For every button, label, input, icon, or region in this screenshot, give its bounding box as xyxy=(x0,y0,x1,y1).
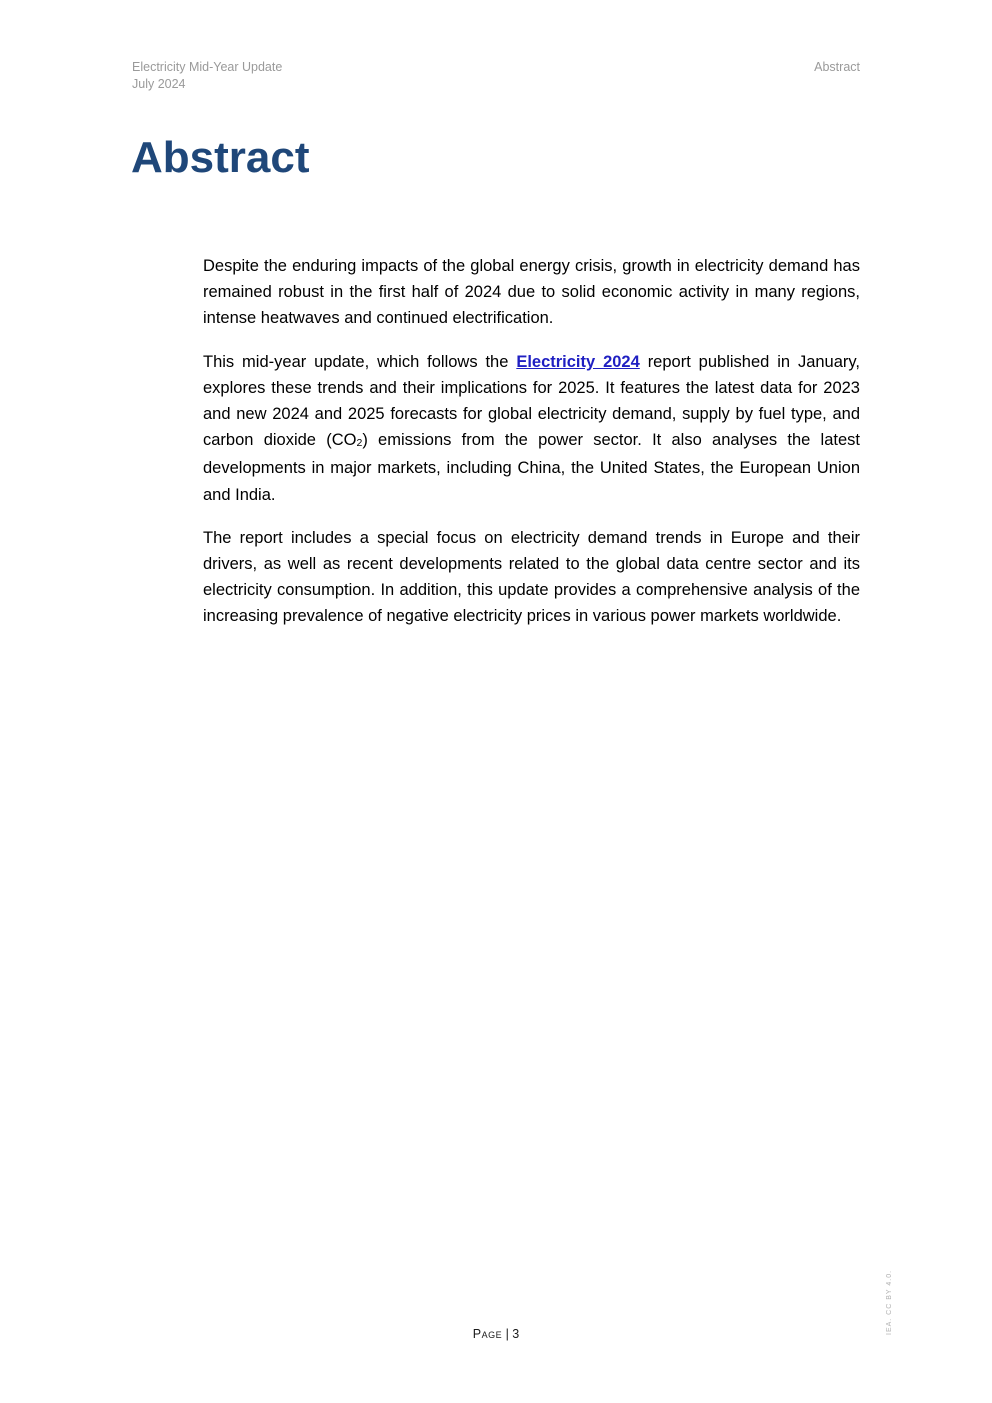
paragraph-1: Despite the enduring impacts of the global energy crisis, growth in electricity demand has remained robust in the first half of 2024 due to solid economic activity in many regions, intense heatwaves and continued electrification. xyxy=(203,257,860,328)
paragraph-2-end: ) emissions from the power sector. It also analyses the latest developments in major markets, including China, the United States, the European Union and India. xyxy=(203,431,860,504)
page-label: Page xyxy=(472,1327,503,1341)
running-header-section: Abstract xyxy=(814,60,860,74)
electricity-2024-link[interactable]: Electricity 2024 xyxy=(516,352,640,371)
page-title: Abstract xyxy=(131,133,310,182)
page-separator: | xyxy=(502,1327,513,1341)
running-header-left xyxy=(132,59,282,93)
paragraph-2 xyxy=(203,349,860,508)
paragraph-2-middle: report published in January, explores these trends and their implications for 2025. It features the latest data for 2023 and new 2024 and 2025 forecasts for global electricity demand, supply by fuel type, and carbon dioxide (CO xyxy=(203,352,861,450)
co2-subscript: 2 xyxy=(356,437,363,450)
page-number: 3 xyxy=(512,1327,520,1341)
page-footer xyxy=(0,1327,992,1341)
paragraph-3: The report includes a special focus on electricity demand trends in Europe and their drivers, as well as recent developments related to the global data centre sector and its electricity consumption. In addition, this update provides a comprehensive analysis of the increasing prevalence of negative electricity prices in various power markets worldwide. xyxy=(203,528,860,626)
paragraph-2-intro: This mid-year update, which follows the xyxy=(203,352,517,371)
report-title: Electricity Mid-Year Update xyxy=(132,60,283,74)
license-note: IEA. CC BY 4.0. xyxy=(886,1269,893,1335)
report-date: July 2024 xyxy=(132,77,186,91)
abstract-body xyxy=(203,253,860,647)
